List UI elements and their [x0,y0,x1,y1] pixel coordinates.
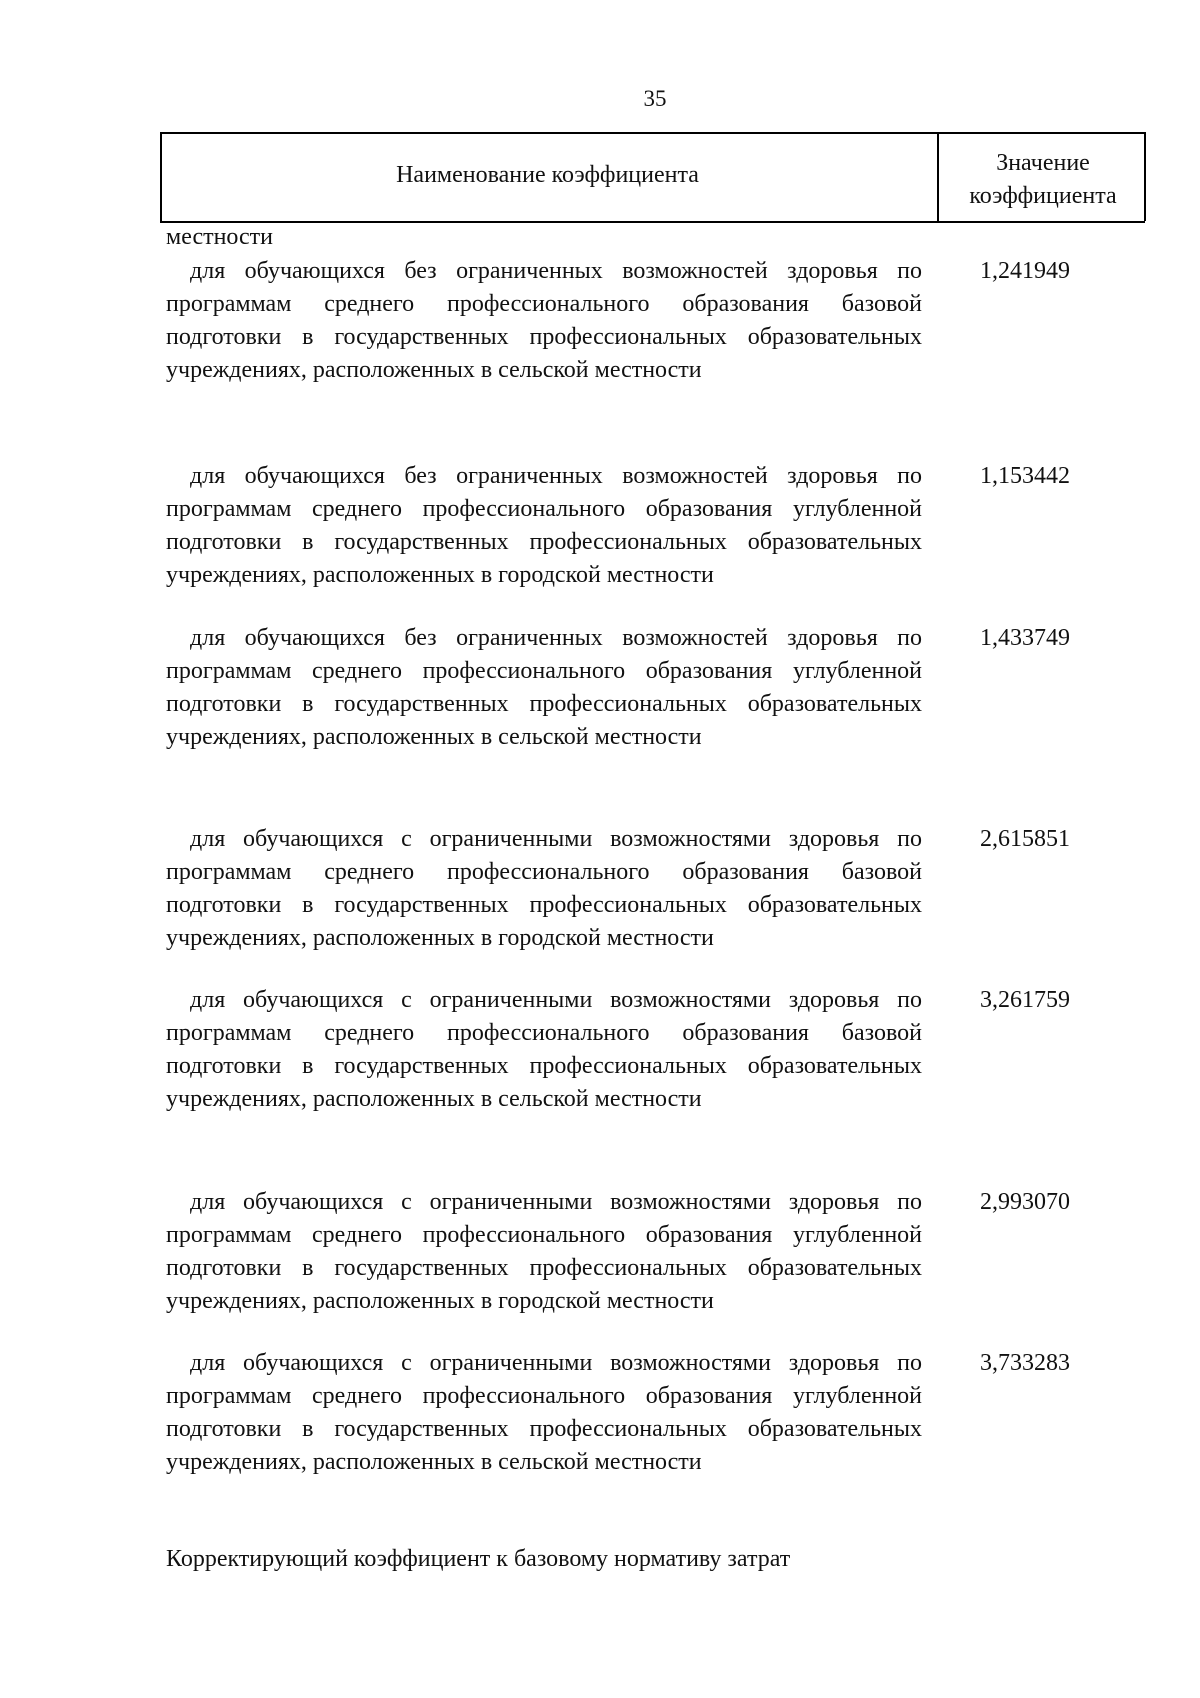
coefficient-value: 1,433749 [980,625,1070,651]
coefficient-value: 1,241949 [980,258,1070,284]
coefficient-description: для обучающихся без ограниченных возможностей здоровья по программам среднего профессионального образования углубленной подготовки в государственных профессиональных образовательных учреждениях, расположенных в городской местности [166,463,922,588]
coefficient-value: 2,615851 [980,826,1070,852]
header-coefficient-value: Значение коэффициента [969,150,1117,209]
coefficient-value: 1,153442 [980,463,1070,489]
coefficient-description: для обучающихся без ограниченных возможностей здоровья по программам среднего профессионального образования углубленной подготовки в государственных профессиональных образовательных учреждениях, расположенных в сельской местности [166,625,922,750]
coefficient-description: для обучающихся с ограниченными возможностями здоровья по программам среднего профессионального образования базовой подготовки в государственных профессиональных образовательных учреждениях, расположенных в сельской местности [166,987,922,1112]
coefficient-value: 3,261759 [980,987,1070,1013]
coefficient-description: для обучающихся с ограниченными возможностями здоровья по программам среднего профессионального образования углубленной подготовки в государственных профессиональных образовательных учреждениях, расположенных в городской местности [166,1189,922,1314]
header-top-border [160,132,1145,134]
header-coefficient-name: Наименование коэффициента [396,162,699,188]
coefficient-value: 3,733283 [980,1350,1070,1376]
page-number: 35 [643,86,667,111]
continuation-text: местности [166,224,274,250]
header-divider [937,132,939,221]
header-right-border [1144,132,1146,221]
coefficient-description: для обучающихся без ограниченных возможностей здоровья по программам среднего профессионального образования базовой подготовки в государственных профессиональных образовательных учреждениях, расположенных в сельской местности [166,258,922,383]
coefficient-description: для обучающихся с ограниченными возможностями здоровья по программам среднего профессионального образования базовой подготовки в государственных профессиональных образовательных учреждениях, расположенных в городской местности [166,826,922,951]
coefficient-description: для обучающихся с ограниченными возможностями здоровья по программам среднего профессионального образования углубленной подготовки в государственных профессиональных образовательных учреждениях, расположенных в сельской местности [166,1350,922,1475]
footer-heading: Корректирующий коэффициент к базовому нормативу затрат [166,1546,791,1572]
coefficient-value: 2,993070 [980,1189,1070,1215]
